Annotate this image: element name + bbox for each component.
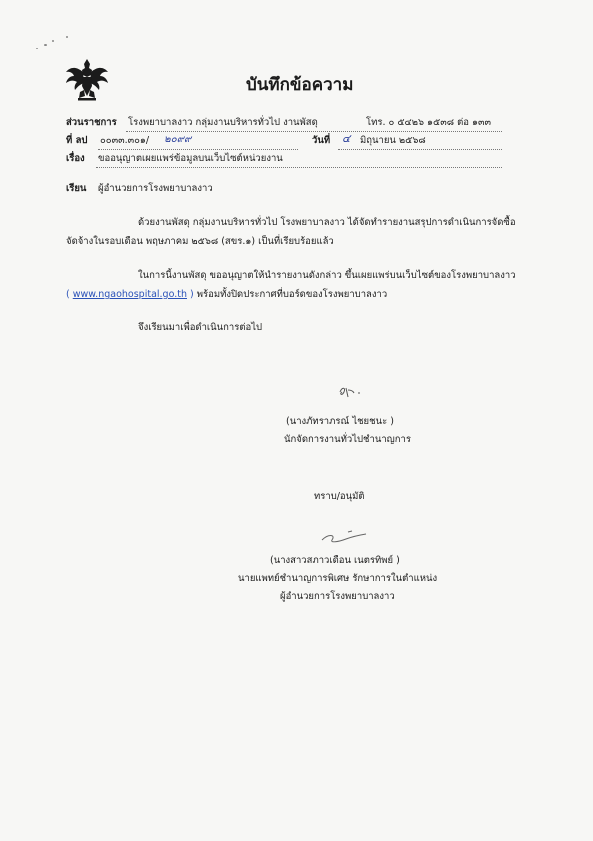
closing-line: จึงเรียนมาเพื่อดำเนินการต่อไป	[138, 322, 263, 333]
body-paragraph-2-line-2	[66, 289, 387, 301]
body-paragraph-2-line-1: ในการนี้งานพัสดุ ขออนุญาตให้นำรายงานดังกล่าว ขึ้นเผยแพร่บนเว็บไซต์ของโรงพยาบาลงาว	[138, 270, 516, 281]
signer-2-name: (นางสาวสภาวเดือน เนตรทิพย์ )	[270, 555, 400, 566]
signer-1-name: (นางภัทราภรณ์ ไชยชนะ )	[286, 416, 394, 427]
subject-value: ขออนุญาตเผยแพร่ข้อมูลบนเว็บไซต์หน่วยงาน	[98, 153, 283, 164]
signer-2-position-2: ผู้อำนวยการโรงพยาบาลงาว	[280, 591, 395, 602]
hospital-website-link[interactable]: www.ngaohospital.go.th	[72, 289, 187, 300]
body-paragraph-1-line-1: ด้วยงานพัสดุ กลุ่มงานบริหารทั่วไป โรงพยาบาลงาว ได้จัดทำรายงานสรุปการดำเนินการจัดซื้อ	[138, 217, 516, 228]
body-paragraph-2-line-2-rest: พร้อมทั้งปิดประกาศที่บอร์ดของโรงพยาบาลงาว	[196, 289, 388, 300]
dotted-rule	[96, 167, 502, 168]
department-label: ส่วนราชการ	[66, 117, 117, 128]
scan-speck	[36, 48, 38, 49]
link-close-paren: )	[190, 289, 194, 300]
scan-speck	[52, 40, 54, 42]
signature-2-icon	[318, 528, 370, 546]
signer-2-position-1: นายแพทย์ชำนาญการพิเศษ รักษาการในตำแหน่ง	[238, 573, 438, 584]
salutation-label: เรียน	[66, 183, 87, 194]
date-month-year: มิถุนายน ๒๕๖๘	[360, 135, 426, 146]
subject-label: เรื่อง	[66, 153, 85, 164]
document-number-label: ที่ ลป	[66, 135, 88, 146]
phone-number: โทร. ๐ ๕๔๒๖ ๑๕๓๘ ต่อ ๑๓๓	[366, 117, 491, 128]
signature-1-icon	[336, 384, 370, 400]
link-open-paren: (	[66, 289, 70, 300]
garuda-emblem-icon	[64, 56, 110, 102]
date-label: วันที่	[312, 135, 331, 146]
approval-text: ทราบ/อนุมัติ	[314, 491, 365, 502]
dotted-rule	[338, 149, 502, 150]
salutation-value: ผู้อำนวยการโรงพยาบาลงาว	[98, 183, 213, 194]
dotted-rule	[98, 149, 298, 150]
document-number-value: ๐๐๓๓.๓๐๑/	[100, 135, 150, 146]
department-value: โรงพยาบาลงาว กลุ่มงานบริหารทั่วไป งานพัสดุ	[128, 117, 318, 128]
scan-speck	[66, 36, 68, 38]
scan-speck	[44, 44, 47, 46]
date-day-handwritten: ๔	[342, 132, 351, 145]
signer-1-position: นักจัดการงานทั่วไปชำนาญการ	[284, 434, 411, 445]
dotted-rule	[126, 131, 502, 132]
document-number-handwritten: ๒๐๙๙	[164, 134, 192, 145]
memo-title: บันทึกข้อความ	[246, 75, 354, 95]
body-paragraph-1-line-2: จัดจ้างในรอบเดือน พฤษภาคม ๒๕๖๘ (สขร.๑) เป็นที่เรียบร้อยแล้ว	[66, 236, 334, 247]
